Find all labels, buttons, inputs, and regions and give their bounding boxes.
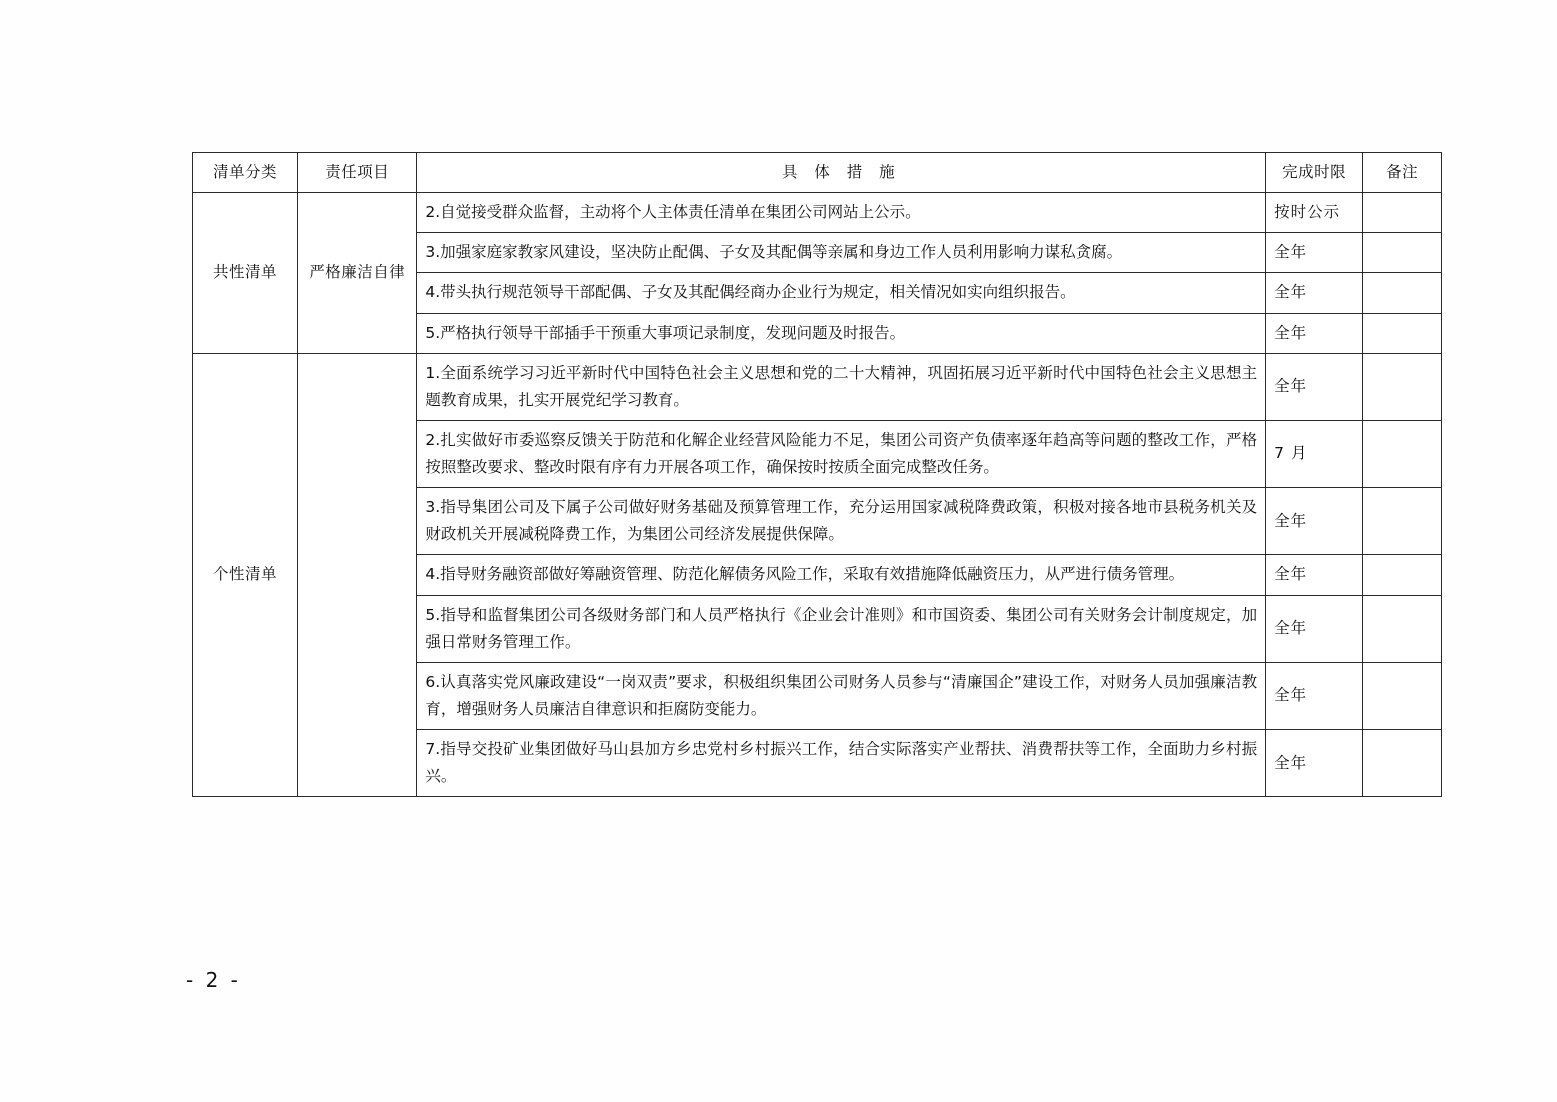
deadline-text: 全年 [1266, 555, 1363, 595]
measure-text: 5.指导和监督集团公司各级财务部门和人员严格执行《企业会计准则》和市国资委、集团公司有关财务会计制度规定，加强日常财务管理工作。 [417, 595, 1266, 662]
group-category-common: 共性清单 [193, 193, 298, 354]
header-deadline: 完成时限 [1266, 153, 1363, 193]
measure-text: 4.带头执行规范领导干部配偶、子女及其配偶经商办企业行为规定，相关情况如实向组织报告。 [417, 273, 1266, 313]
table-header-row [193, 153, 1442, 193]
deadline-text: 按时公示 [1266, 193, 1363, 233]
deadline-text: 全年 [1266, 488, 1363, 555]
responsibility-list-table [192, 152, 1442, 797]
note-text [1363, 488, 1442, 555]
note-text [1363, 193, 1442, 233]
group-item-empty [298, 353, 417, 797]
group-item-discipline: 严格廉洁自律 [298, 193, 417, 354]
deadline-text: 全年 [1266, 313, 1363, 353]
table-row [193, 193, 1442, 233]
note-text [1363, 730, 1442, 797]
header-note: 备注 [1363, 153, 1442, 193]
measure-text: 3.加强家庭家教家风建设，坚决防止配偶、子女及其配偶等亲属和身边工作人员利用影响力谋私贪腐。 [417, 233, 1266, 273]
measure-text: 7.指导交投矿业集团做好马山县加方乡忠党村乡村振兴工作，结合实际落实产业帮扶、消费帮扶等工作，全面助力乡村振兴。 [417, 730, 1266, 797]
deadline-text: 全年 [1266, 273, 1363, 313]
deadline-text: 全年 [1266, 595, 1363, 662]
measure-text: 2.自觉接受群众监督，主动将个人主体责任清单在集团公司网站上公示。 [417, 193, 1266, 233]
note-text [1363, 555, 1442, 595]
measure-text: 3.指导集团公司及下属子公司做好财务基础及预算管理工作，充分运用国家减税降费政策，积极对接各地市县税务机关及财政机关开展减税降费工作，为集团公司经济发展提供保障。 [417, 488, 1266, 555]
group-category-individual: 个性清单 [193, 353, 298, 797]
table-body [193, 193, 1442, 797]
measure-text: 1.全面系统学习习近平新时代中国特色社会主义思想和党的二十大精神，巩固拓展习近平新时代中国特色社会主义思想主题教育成果，扎实开展党纪学习教育。 [417, 353, 1266, 420]
table-header [193, 153, 1442, 193]
note-text [1363, 420, 1442, 487]
note-text [1363, 273, 1442, 313]
note-text [1363, 595, 1442, 662]
header-measures: 具 体 措 施 [417, 153, 1266, 193]
table-row [193, 353, 1442, 420]
deadline-text: 全年 [1266, 662, 1363, 729]
note-text [1363, 233, 1442, 273]
deadline-text: 全年 [1266, 233, 1363, 273]
note-text [1363, 353, 1442, 420]
note-text [1363, 313, 1442, 353]
note-text [1363, 662, 1442, 729]
deadline-text: 全年 [1266, 353, 1363, 420]
measure-text: 4.指导财务融资部做好筹融资管理、防范化解债务风险工作，采取有效措施降低融资压力，从严进行债务管理。 [417, 555, 1266, 595]
deadline-text: 全年 [1266, 730, 1363, 797]
deadline-text: 7 月 [1266, 420, 1363, 487]
page-number: - 2 - [186, 968, 241, 992]
header-item: 责任项目 [298, 153, 417, 193]
measure-text: 6.认真落实党风廉政建设“一岗双责”要求，积极组织集团公司财务人员参与“清廉国企”建设工作，对财务人员加强廉洁教育，增强财务人员廉洁自律意识和拒腐防变能力。 [417, 662, 1266, 729]
measure-text: 2.扎实做好市委巡察反馈关于防范和化解企业经营风险能力不足，集团公司资产负债率逐年趋高等问题的整改工作，严格按照整改要求、整改时限有序有力开展各项工作，确保按时按质全面完成整改任务。 [417, 420, 1266, 487]
measure-text: 5.严格执行领导干部插手干预重大事项记录制度，发现问题及时报告。 [417, 313, 1266, 353]
header-category: 清单分类 [193, 153, 298, 193]
